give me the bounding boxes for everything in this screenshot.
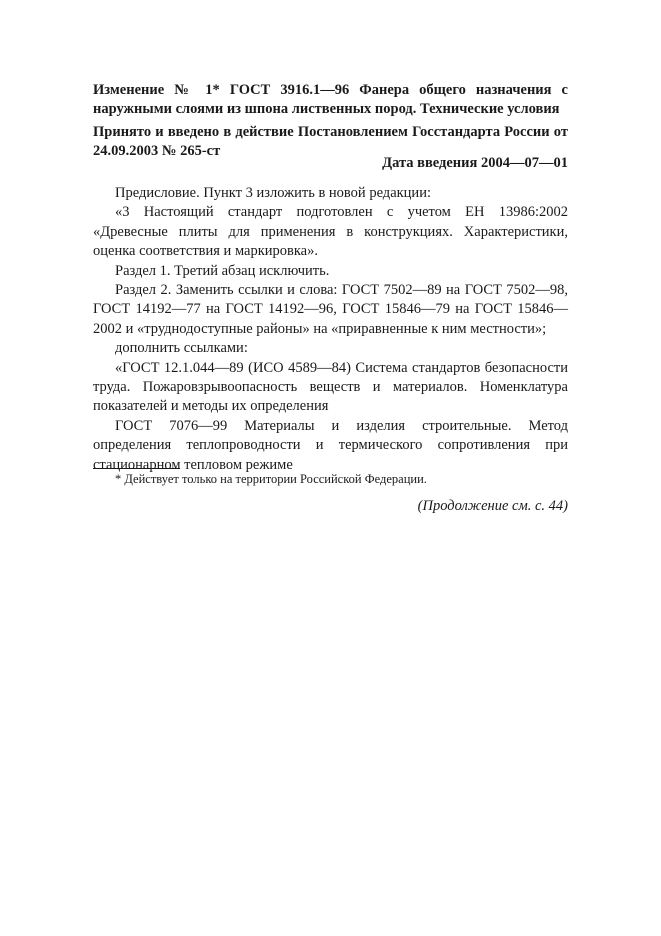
introduction-date: Дата введения 2004—07—01 [382, 155, 568, 171]
adoption-statement: Принято и введено в действие Постановлением Госстандарта России от 24.09.2003 № 265-ст [93, 124, 568, 159]
paragraph-gost-7076: ГОСТ 7076—99 Материалы и изделия строительные. Метод определения теплопроводности и термического сопротивления при стационарном тепловом режиме [93, 417, 568, 473]
footnote: * Действует только на территории Российской Федерации. [115, 472, 427, 486]
continuation-note: (Продолжение см. с. 44) [417, 498, 568, 514]
paragraph-section-1: Раздел 1. Третий абзац исключить. [115, 262, 330, 279]
footnote-divider [93, 468, 180, 469]
paragraph-add-references: дополнить ссылками: [115, 340, 248, 357]
paragraph-section-2: Раздел 2. Заменить ссылки и слова: ГОСТ 7502—89 на ГОСТ 7502—98, ГОСТ 14192—77 на ГОСТ 14192—96, ГОСТ 15846—79 на ГОСТ 15846—2002 и «труднодоступные районы» на «приравненные к ним местности»; [93, 282, 568, 337]
paragraph-gost-12-1-044: «ГОСТ 12.1.044—89 (ИСО 4589—84) Система стандартов безопасности труда. Пожаровзрывоопасность веществ и материалов. Номенклатура показателей и методы их определения [93, 359, 568, 415]
document-title: Изменение № 1* ГОСТ 3916.1—96 Фанера общего назначения с наружными слоями из шпона лиственных пород. Технические условия [93, 82, 568, 117]
paragraph-preface: Предисловие. Пункт 3 изложить в новой редакции: [115, 185, 431, 201]
paragraph-clause-3: «3 Настоящий стандарт подготовлен с учетом ЕН 13986:2002 «Древесные плиты для применения в конструкциях. Характеристики, оценка соответствия и маркировка». [93, 204, 568, 260]
document-body [93, 184, 568, 475]
